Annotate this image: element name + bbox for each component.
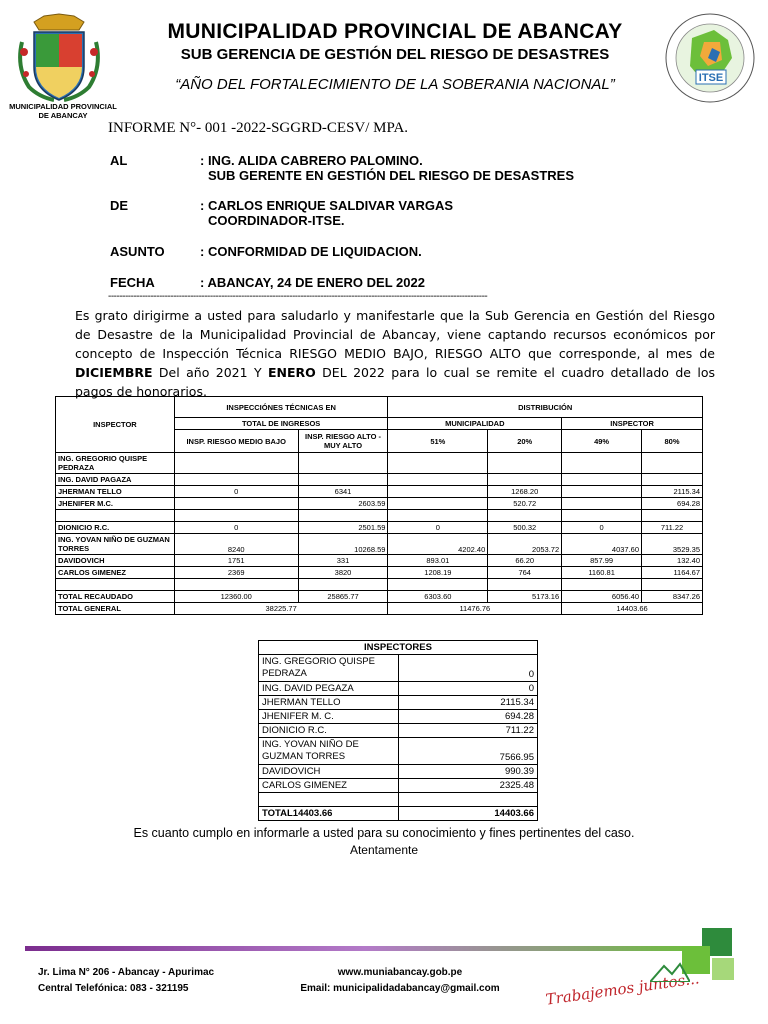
row-medio: 0 bbox=[174, 486, 298, 498]
year-motto: “AÑO DEL FORTALECIMIENTO DE LA SOBERANIA NACIONAL” bbox=[175, 76, 615, 93]
header-51: 51% bbox=[388, 430, 488, 453]
row-m51: 1208.19 bbox=[388, 567, 488, 579]
body-text-1: Es grato dirigirme a usted para saludarlo y manifestarle que la Sub Gerencia en Gestión del Riesgo de Desastre de la Municipalidad Provincial de Abancay, viene captando recursos económicos por concepto de Inspección Técnica RIESGO MEDIO BAJO, RIESGO ALTO que corresponde, al mes de bbox=[75, 308, 715, 361]
row-m20: 2053.72 bbox=[488, 534, 562, 555]
inspector-name: JHERMAN TELLO bbox=[259, 696, 399, 710]
list-item bbox=[259, 696, 538, 710]
inspector-amount: 7566.95 bbox=[398, 738, 537, 765]
row-name: ING. GREGORIO QUISPE PEDRAZA bbox=[56, 453, 175, 474]
row-m20: 520.72 bbox=[488, 498, 562, 510]
sign-off: Atentamente bbox=[349, 843, 419, 857]
row-medio: 8240 bbox=[174, 534, 298, 555]
row-alto: 3820 bbox=[298, 567, 388, 579]
footer-divider bbox=[25, 945, 705, 953]
total-general-row bbox=[56, 603, 703, 615]
row-i49: 857.99 bbox=[562, 555, 642, 567]
municipal-crest-icon bbox=[14, 12, 104, 104]
table-row bbox=[56, 474, 703, 486]
row-i80: 694.28 bbox=[642, 498, 703, 510]
row-m20: 66.20 bbox=[488, 555, 562, 567]
asunto-value: : CONFORMIDAD DE LIQUIDACION. bbox=[200, 244, 422, 259]
table-row bbox=[56, 522, 703, 534]
table-row bbox=[56, 534, 703, 555]
list-item bbox=[259, 738, 538, 765]
row-i80: 2115.34 bbox=[642, 486, 703, 498]
row-alto: 10268.59 bbox=[298, 534, 388, 555]
closing-line: Es cuanto cumplo en informarle a usted para su conocimiento y fines pertinentes del caso. bbox=[133, 826, 635, 840]
row-i49: 0 bbox=[562, 522, 642, 534]
itse-logo-icon bbox=[662, 10, 758, 106]
asunto-label: ASUNTO bbox=[110, 244, 165, 259]
row-m51 bbox=[388, 474, 488, 486]
body-bold-month-2: ENERO bbox=[267, 365, 316, 380]
header-inspector: INSPECTOR bbox=[56, 397, 175, 453]
row-alto: 331 bbox=[298, 555, 388, 567]
inspector-amount: 0 bbox=[398, 655, 537, 682]
table-row bbox=[56, 498, 703, 510]
inspector-amount: 0 bbox=[398, 682, 537, 696]
row-medio: 1751 bbox=[174, 555, 298, 567]
al-label: AL bbox=[110, 153, 128, 168]
inspector-name: ING. GREGORIO QUISPE PEDRAZA bbox=[259, 655, 399, 682]
total-general-label: TOTAL GENERAL bbox=[56, 603, 175, 615]
list-item bbox=[259, 779, 538, 793]
header-alto: INSP. RIESGO ALTO - MUY ALTO bbox=[298, 430, 388, 453]
inspectors-total-label: TOTAL14403.66 bbox=[259, 807, 399, 821]
row-name: ING. DAVID PAGAZA bbox=[56, 474, 175, 486]
row-i80: 1164.67 bbox=[642, 567, 703, 579]
de-label: DE bbox=[110, 198, 129, 213]
header-80: 80% bbox=[642, 430, 703, 453]
row-m51 bbox=[388, 498, 488, 510]
row-name: JHERMAN TELLO bbox=[56, 486, 175, 498]
row-i49 bbox=[562, 474, 642, 486]
row-i49: 1160.81 bbox=[562, 567, 642, 579]
inspector-name: DIONICIO R.C. bbox=[259, 724, 399, 738]
table-row bbox=[56, 453, 703, 474]
row-name: DAVIDOVICH bbox=[56, 555, 175, 567]
header-medio-bajo: INSP. RIESGO MEDIO BAJO bbox=[174, 430, 298, 453]
inspector-amount: 990.39 bbox=[398, 765, 537, 779]
inspector-name: ING. YOVAN NIÑO DE GUZMAN TORRES bbox=[259, 738, 399, 765]
list-item bbox=[259, 655, 538, 682]
row-i80: 711.22 bbox=[642, 522, 703, 534]
row-i80 bbox=[642, 453, 703, 474]
spacer-cell bbox=[56, 510, 175, 522]
footer-contact bbox=[38, 965, 214, 997]
page-subtitle: SUB GERENCIA DE GESTIÓN DEL RIESGO DE DESASTRES bbox=[180, 46, 610, 63]
total-medio: 12360.00 bbox=[174, 591, 298, 603]
row-medio bbox=[174, 498, 298, 510]
page-title: MUNICIPALIDAD PROVINCIAL DE ABANCAY bbox=[167, 20, 623, 43]
header-total-ingresos: TOTAL DE INGRESOS bbox=[174, 418, 388, 430]
total-general-inspector: 14403.66 bbox=[562, 603, 703, 615]
row-alto: 2603.59 bbox=[298, 498, 388, 510]
row-m51: 4202.40 bbox=[388, 534, 488, 555]
body-bold-month-1: DICIEMBRE bbox=[75, 365, 153, 380]
row-name: CARLOS GIMENEZ bbox=[56, 567, 175, 579]
list-item bbox=[259, 710, 538, 724]
footer-slogan: Trabajemos juntos... bbox=[544, 969, 701, 1009]
row-m51: 0 bbox=[388, 522, 488, 534]
table-row bbox=[56, 555, 703, 567]
body-text-3: DEL 2022 para lo cual se remite el cuadro detallado de los pagos de honorarios. bbox=[75, 365, 715, 399]
inspector-amount: 694.28 bbox=[398, 710, 537, 724]
row-i80: 3529.35 bbox=[642, 534, 703, 555]
total-general-ingresos: 38225.77 bbox=[174, 603, 388, 615]
inspector-amount: 711.22 bbox=[398, 724, 537, 738]
row-m51 bbox=[388, 486, 488, 498]
inspectors-header: INSPECTORES bbox=[259, 641, 538, 655]
row-m51 bbox=[388, 453, 488, 474]
total-m51: 6303.60 bbox=[388, 591, 488, 603]
row-m20: 1268.20 bbox=[488, 486, 562, 498]
inspector-name: DAVIDOVICH bbox=[259, 765, 399, 779]
row-i80: 132.40 bbox=[642, 555, 703, 567]
row-m20 bbox=[488, 453, 562, 474]
inspector-amount: 2115.34 bbox=[398, 696, 537, 710]
row-medio bbox=[174, 474, 298, 486]
spacer-cell bbox=[259, 793, 399, 807]
row-m20 bbox=[488, 474, 562, 486]
header-inspector-share: INSPECTOR bbox=[562, 418, 703, 430]
inspectors-total-row bbox=[259, 807, 538, 821]
row-name: DIONICIO R.C. bbox=[56, 522, 175, 534]
fees-distribution-table bbox=[55, 396, 703, 615]
row-i49 bbox=[562, 498, 642, 510]
inspectors-summary-table bbox=[258, 640, 538, 821]
header-20: 20% bbox=[488, 430, 562, 453]
al-value-position: SUB GERENTE EN GESTIÓN DEL RIESGO DE DESASTRES bbox=[208, 168, 574, 183]
row-name: JHENIFER M.C. bbox=[56, 498, 175, 510]
total-recaudado-row bbox=[56, 591, 703, 603]
de-value: : CARLOS ENRIQUE SALDIVAR VARGAS bbox=[200, 198, 454, 213]
header-49: 49% bbox=[562, 430, 642, 453]
list-item bbox=[259, 724, 538, 738]
al-value: : ING. ALIDA CABRERO PALOMINO. bbox=[200, 153, 423, 168]
row-i49 bbox=[562, 453, 642, 474]
spacer-cell bbox=[56, 579, 175, 591]
slogan-mountain-icon bbox=[650, 960, 690, 982]
row-i49 bbox=[562, 486, 642, 498]
total-alto: 25865.77 bbox=[298, 591, 388, 603]
separator-line: -------------------------------------------------------------------------------------------------------------------------------------- bbox=[108, 291, 488, 302]
header-municipalidad: MUNICIPALIDAD bbox=[388, 418, 562, 430]
row-medio bbox=[174, 453, 298, 474]
footer-web bbox=[290, 965, 510, 997]
row-alto bbox=[298, 474, 388, 486]
inspector-name: CARLOS GIMENEZ bbox=[259, 779, 399, 793]
body-paragraph bbox=[75, 306, 715, 401]
row-m20: 764 bbox=[488, 567, 562, 579]
row-m51: 893.01 bbox=[388, 555, 488, 567]
crest-label: MUNICIPALIDAD PROVINCIAL DE ABANCAY bbox=[9, 102, 117, 120]
row-medio: 0 bbox=[174, 522, 298, 534]
table-row bbox=[56, 567, 703, 579]
header-distribucion: DISTRIBUCIÓN bbox=[388, 397, 703, 418]
row-medio: 2369 bbox=[174, 567, 298, 579]
footer-website-link[interactable]: www.muniabancay.gob.pe bbox=[337, 967, 463, 978]
total-m20: 5173.16 bbox=[488, 591, 562, 603]
row-alto: 2501.59 bbox=[298, 522, 388, 534]
row-alto: 6341 bbox=[298, 486, 388, 498]
total-i49: 6056.40 bbox=[562, 591, 642, 603]
row-name: ING. YOVAN NIÑO DE GUZMAN TORRES bbox=[56, 534, 175, 555]
list-item bbox=[259, 682, 538, 696]
footer-phone: Central Telefónica: 083 - 321195 bbox=[38, 983, 189, 994]
body-text-2: Del año 2021 Y bbox=[152, 365, 268, 380]
itse-logo-text: ITSE bbox=[698, 72, 724, 84]
fecha-value: : ABANCAY, 24 DE ENERO DEL 2022 bbox=[200, 275, 425, 290]
row-m20: 500.32 bbox=[488, 522, 562, 534]
header-inspecciones: INSPECCIÓNES TÉCNICAS EN bbox=[174, 397, 388, 418]
total-general-municipalidad: 11476.76 bbox=[388, 603, 562, 615]
list-item bbox=[259, 765, 538, 779]
row-i80 bbox=[642, 474, 703, 486]
total-recaudado-label: TOTAL RECAUDADO bbox=[56, 591, 175, 603]
footer-address: Jr. Lima N° 206 - Abancay - Apurimac bbox=[38, 967, 215, 978]
de-value-position: COORDINADOR-ITSE. bbox=[208, 213, 345, 228]
inspector-name: JHENIFER M. C. bbox=[259, 710, 399, 724]
footer-email-link[interactable]: Email: municipalidadabancay@gmail.com bbox=[300, 983, 500, 994]
inspectors-total-amount: 14403.66 bbox=[398, 807, 537, 821]
row-i49: 4037.60 bbox=[562, 534, 642, 555]
total-i80: 8347.26 bbox=[642, 591, 703, 603]
row-alto bbox=[298, 453, 388, 474]
fecha-label: FECHA bbox=[110, 275, 155, 290]
informe-number: INFORME N°- 001 -2022-SGGRD-CESV/ MPA. bbox=[108, 120, 409, 136]
inspector-name: ING. DAVID PEGAZA bbox=[259, 682, 399, 696]
inspector-amount: 2325.48 bbox=[398, 779, 537, 793]
table-row bbox=[56, 486, 703, 498]
